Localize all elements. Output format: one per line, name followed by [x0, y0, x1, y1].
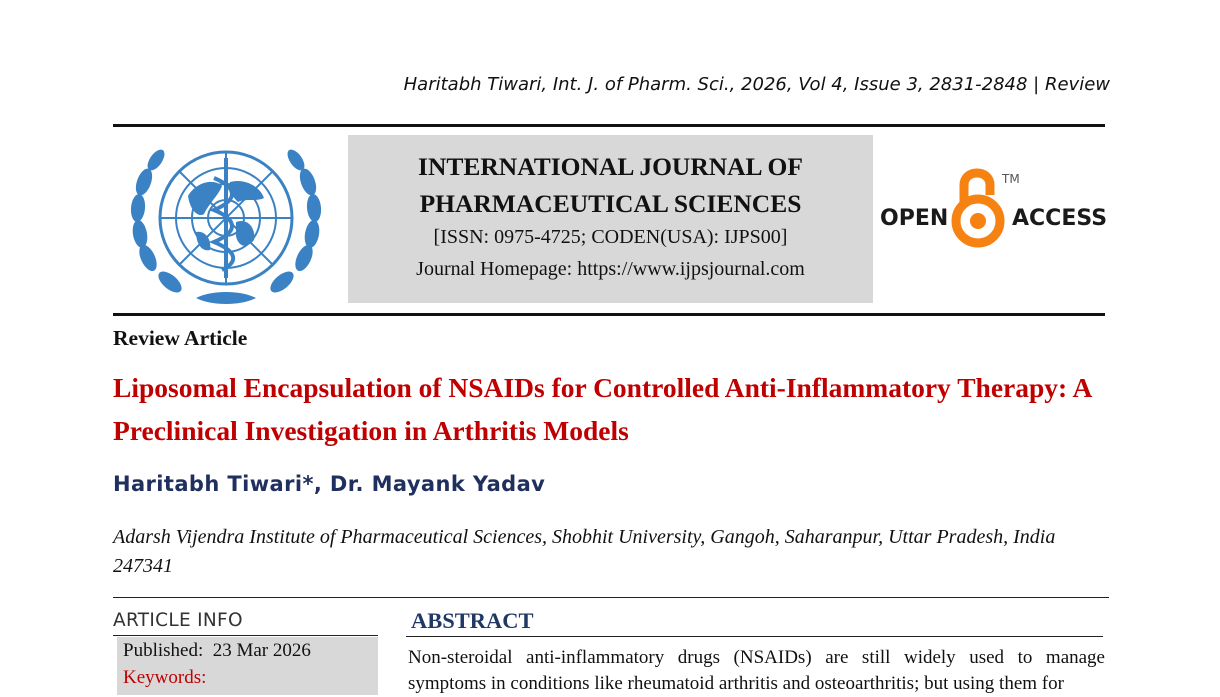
author-affiliation: Adarsh Vijendra Institute of Pharmaceutical Sciences, Shobhit University, Gangoh, Saharanpur, Uttar Pradesh, India 247341 [113, 526, 1056, 577]
article-info-heading: ARTICLE INFO [113, 610, 243, 631]
running-head: Haritabh Tiwari, Int. J. of Pharm. Sci., 2026, Vol 4, Issue 3, 2831-2848 | Review [403, 74, 1110, 95]
abstract-rule [406, 636, 1103, 637]
journal-homepage: Journal Homepage: https://www.ijpsjournal.com [416, 258, 805, 280]
open-access-trademark: TM [1002, 172, 1020, 186]
article-type: Review Article [113, 326, 248, 350]
article-info-rule [113, 635, 378, 636]
un-emblem-with-caduceus-icon [126, 138, 326, 308]
abstract-text: Non-steroidal anti-inflammatory drugs (NSAIDs) are still widely used to manage symptoms in conditions like rheumatoid arthritis and osteoarthritis; but using them for [408, 647, 1105, 694]
journal-title-line2: PHARMACEUTICAL SCIENCES [419, 189, 802, 218]
open-access-word-access: ACCESS [1012, 206, 1108, 231]
open-access-logo-icon [878, 163, 1110, 253]
keywords-label: Keywords: [123, 667, 207, 688]
header-bottom-rule [113, 313, 1105, 316]
author-list: Haritabh Tiwari*, Dr. Mayank Yadav [113, 472, 546, 496]
journal-masthead [348, 135, 873, 303]
published-line [123, 640, 311, 662]
open-access-word-open: OPEN [880, 206, 949, 231]
section-divider [113, 597, 1109, 598]
published-date: 23 Mar 2026 [212, 640, 311, 661]
header-top-rule [113, 124, 1105, 127]
journal-title-line1: INTERNATIONAL JOURNAL OF [418, 152, 803, 181]
article-title: Liposomal Encapsulation of NSAIDs for Controlled Anti-Inflammatory Therapy: A Preclinical Investigation in Arthritis Models [113, 372, 1091, 446]
published-label: Published: [123, 640, 204, 661]
abstract-heading: ABSTRACT [411, 608, 534, 633]
journal-issn: [ISSN: 0975-4725; CODEN(USA): IJPS00] [433, 226, 788, 248]
